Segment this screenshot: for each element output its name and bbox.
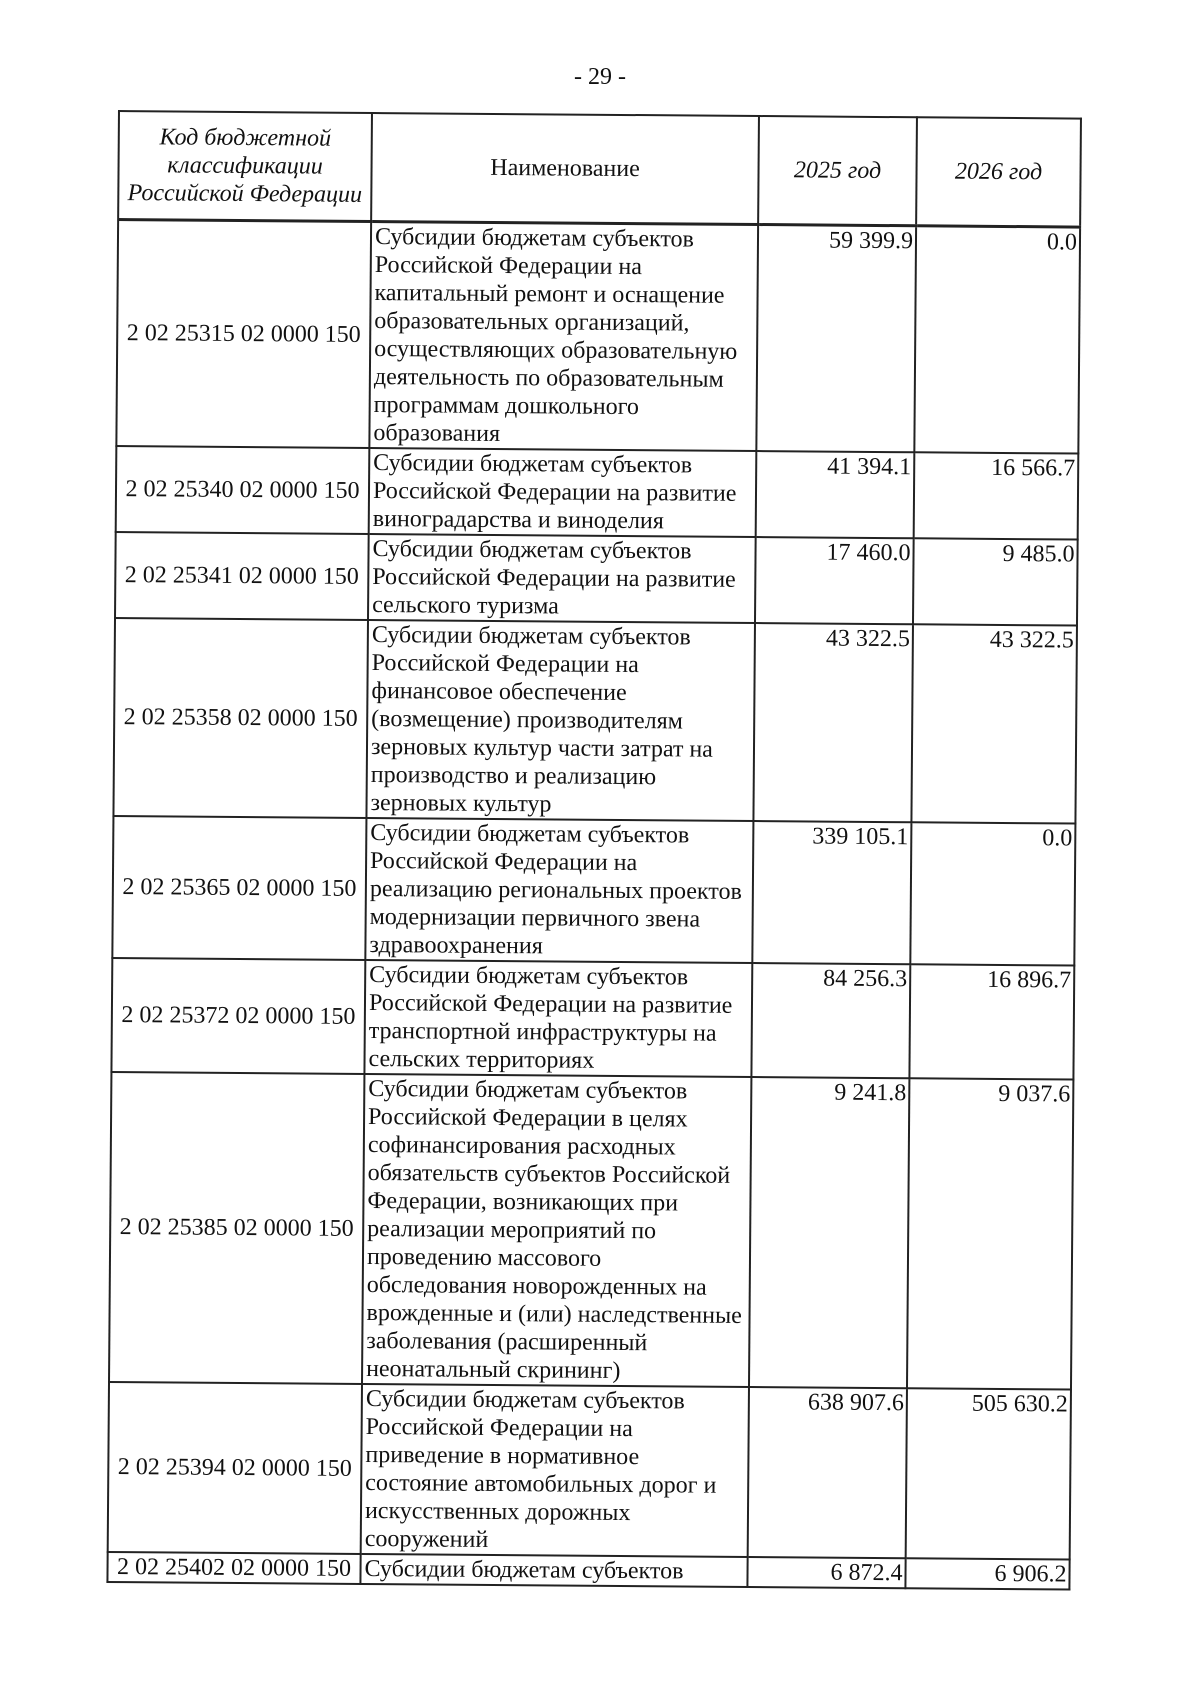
table-row: [107, 1552, 1069, 1590]
table-row: [115, 532, 1078, 626]
budget-table: [106, 110, 1082, 1591]
table-row: [116, 220, 1080, 454]
row-name: Субсидии бюджетам субъектов: [360, 1554, 747, 1587]
row-value-2026: 505 630.2: [906, 1388, 1071, 1559]
row-name: Субсидии бюджетам субъектов Российской Федерации в целях софинансирования расходных обязательств субъектов Российской Федерации, возникающих при реализации мероприятий по проведению массового обследования новорожденных на врожденные и (или) наследственные заболевания (расширенный неонатальный скрининг): [362, 1074, 751, 1387]
row-name: Субсидии бюджетам субъектов Российской Федерации на реализацию региональных проектов модернизации первичного звена здравоохранения: [365, 818, 753, 963]
table-header-row: [118, 111, 1081, 227]
page-number: - 29 -: [574, 64, 626, 90]
table-row: [111, 958, 1074, 1080]
table-row: [113, 618, 1077, 824]
row-value-2025: 9 241.8: [749, 1077, 909, 1388]
row-name: Субсидии бюджетам субъектов Российской Федерации на развитие транспортной инфраструктуры на сельских территориях: [364, 960, 752, 1077]
row-code: 2 02 25341 02 0000 150: [115, 532, 369, 620]
row-value-2025: 84 256.3: [751, 963, 910, 1078]
row-value-2025: 59 399.9: [756, 225, 916, 453]
header-2026: 2026 год: [916, 117, 1081, 227]
row-value-2026: 6 906.2: [905, 1558, 1069, 1589]
row-code: 2 02 25394 02 0000 150: [108, 1382, 362, 1554]
row-value-2025: 41 394.1: [756, 451, 915, 538]
row-name: Субсидии бюджетам субъектов Российской Федерации на капитальный ремонт и оснащение образовательных организаций, осуществляющих образовательную деятельность по образовательным программам дошкольного образования: [369, 221, 758, 451]
row-value-2026: 16 566.7: [914, 452, 1079, 539]
row-code: 2 02 25358 02 0000 150: [113, 618, 368, 818]
row-value-2025: 339 105.1: [752, 821, 911, 964]
header-name: Наименование: [371, 113, 759, 225]
table-row: [109, 1072, 1073, 1390]
row-value-2026: 0.0: [914, 226, 1080, 454]
row-name: Субсидии бюджетам субъектов Российской Федерации на развитие виноградарства и виноделия: [369, 448, 757, 537]
row-name: Субсидии бюджетам субъектов Российской Федерации на приведение в нормативное состояние автомобильных дорог и искусственных дорожных сооружений: [361, 1384, 749, 1557]
header-code: Код бюджетной классификации Российской Федерации: [118, 111, 372, 221]
row-code: 2 02 25372 02 0000 150: [111, 958, 365, 1074]
row-code: 2 02 25315 02 0000 150: [116, 220, 371, 448]
row-value-2025: 43 322.5: [753, 623, 913, 822]
row-code: 2 02 25340 02 0000 150: [116, 446, 370, 534]
row-value-2026: 43 322.5: [911, 624, 1077, 823]
row-value-2026: 16 896.7: [909, 964, 1074, 1079]
table-row: [116, 446, 1079, 540]
table-row: [112, 816, 1075, 966]
row-name: Субсидии бюджетам субъектов Российской Федерации на финансовое обеспечение (возмещение) производителям зерновых культур части затрат на производство и реализацию зерновых культур: [366, 620, 755, 821]
row-code: 2 02 25402 02 0000 150: [107, 1552, 360, 1584]
row-value-2025: 6 872.4: [747, 1557, 905, 1588]
row-value-2025: 638 907.6: [748, 1387, 907, 1558]
header-2025: 2025 год: [758, 116, 917, 226]
row-value-2025: 17 460.0: [755, 537, 914, 624]
row-value-2026: 0.0: [910, 822, 1075, 965]
row-value-2026: 9 485.0: [913, 538, 1078, 625]
table-row: [108, 1382, 1071, 1560]
row-name: Субсидии бюджетам субъектов Российской Федерации на развитие сельского туризма: [368, 534, 756, 623]
row-value-2026: 9 037.6: [907, 1078, 1073, 1389]
row-code: 2 02 25385 02 0000 150: [109, 1072, 364, 1384]
row-code: 2 02 25365 02 0000 150: [112, 816, 366, 960]
